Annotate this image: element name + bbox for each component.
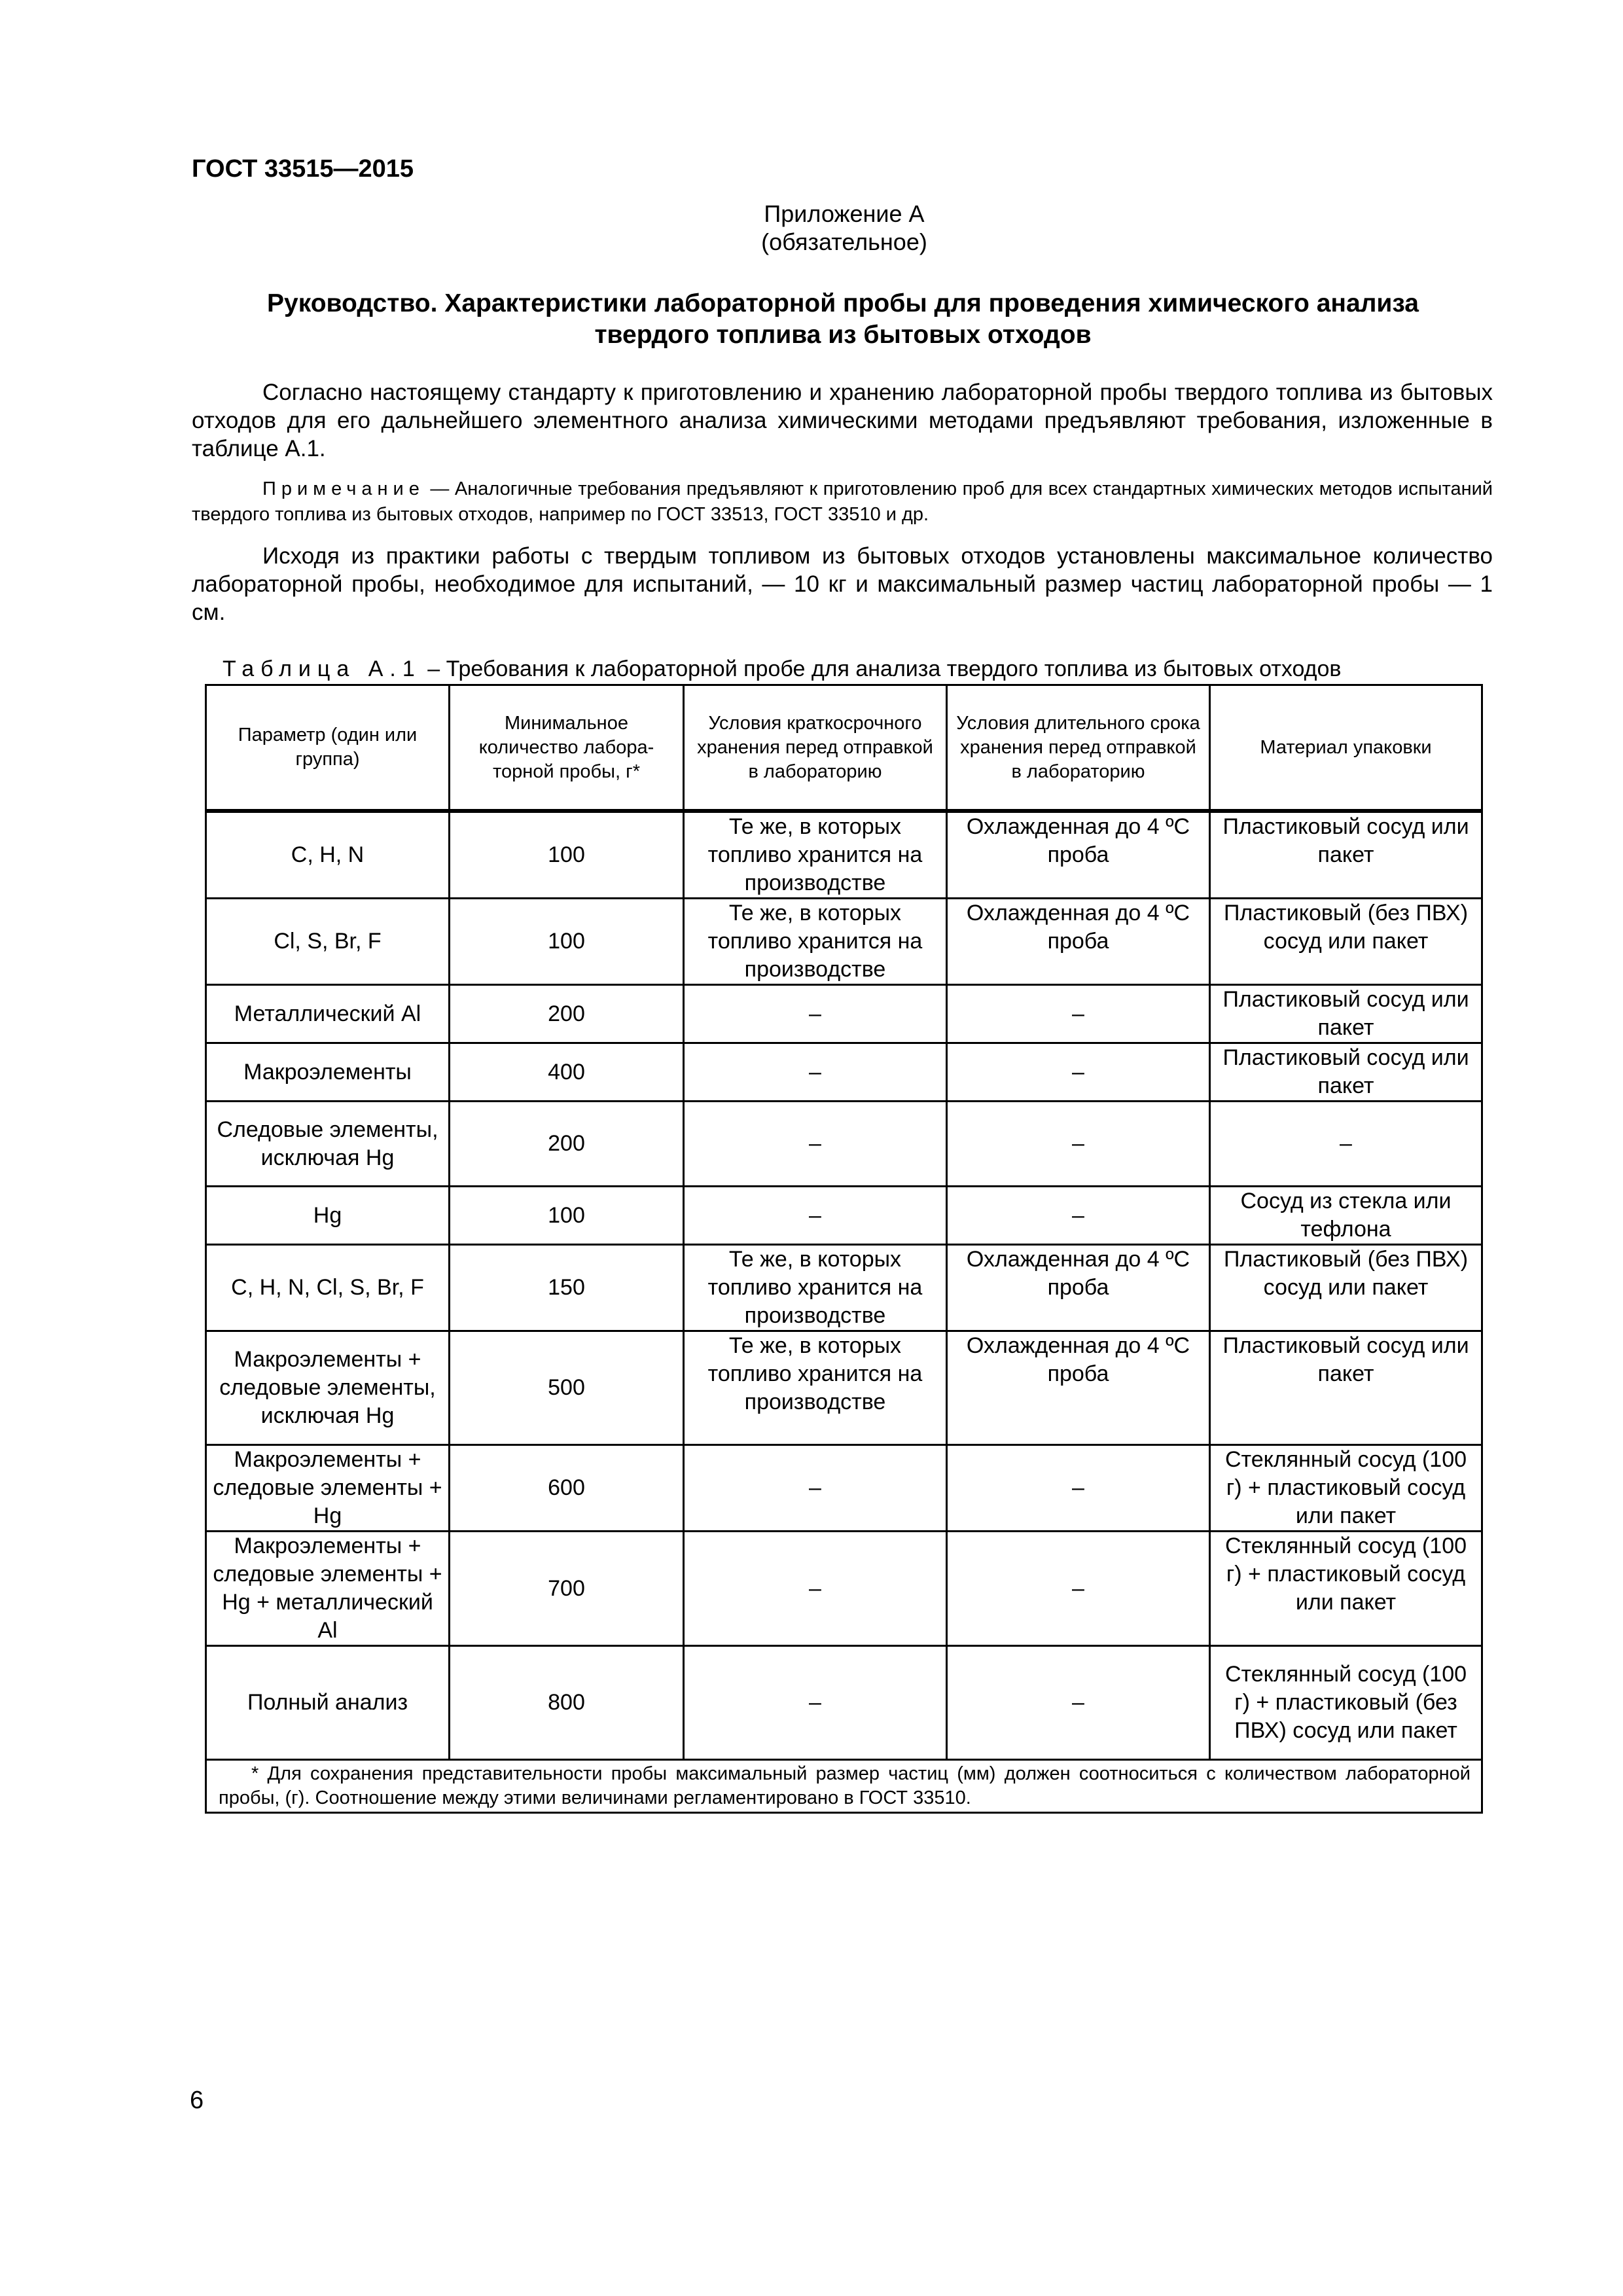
cell-packaging: Пластиковый сосуд или пакет xyxy=(1210,811,1482,899)
cell-long-storage: – xyxy=(947,1043,1210,1102)
table-row xyxy=(206,1187,1482,1245)
cell-parameter: Cl, S, Br, F xyxy=(206,899,450,985)
section-title-line-1: Руководство. Характеристики лабораторной пробы для проведения химического анализа xyxy=(267,289,1419,317)
cell-amount: 200 xyxy=(450,1102,684,1187)
requirements-table xyxy=(205,684,1483,1814)
cell-amount: 100 xyxy=(450,1187,684,1245)
table-caption-label: Таблица А.1 xyxy=(223,656,421,681)
cell-parameter: Макроэлементы xyxy=(206,1043,450,1102)
table-caption xyxy=(223,656,1341,682)
cell-long-storage: Охлажденная до 4 ºС проба xyxy=(947,1331,1210,1445)
cell-short-storage: – xyxy=(684,1532,947,1646)
intro-paragraph: Согласно настоящему стандарту к приготовлению и хранению лабораторной пробы твердого топлива из бытовых отходов для его дальнейшего элементного анализа химическими методами предъявляют требования, изложенные в таблице А.1. xyxy=(192,380,1493,461)
section-title-line-2: твердого топлива из бытовых отходов xyxy=(594,321,1092,349)
table-header-row xyxy=(206,685,1482,812)
cell-short-storage: – xyxy=(684,1646,947,1760)
note-text: — Аналогичные требования предъявляют к приготовлению проб для всех стандартных химических методов испытаний твердого топлива из бытовых отходов, например по ГОСТ 33513, ГОСТ 33510 и др. xyxy=(192,478,1493,525)
cell-parameter: Hg xyxy=(206,1187,450,1245)
cell-short-storage: Те же, в которых топливо хранится на производстве xyxy=(684,811,947,899)
cell-parameter: Макроэлементы + следовые элементы, исключая Hg xyxy=(206,1331,450,1445)
note-label: Примечание xyxy=(262,478,425,499)
header-packaging: Материал упаковки xyxy=(1210,685,1482,812)
table-footnote: * Для сохранения представительности пробы максимальный размер частиц (мм) должен соотноситься с количеством лабораторной пробы, (г). Соотношение между этими величинами регламентировано в ГОСТ 33510. xyxy=(206,1760,1482,1813)
appendix-title: Приложение А xyxy=(764,200,925,227)
header-parameter: Параметр (один или группа) xyxy=(206,685,450,812)
table-row xyxy=(206,1646,1482,1760)
cell-long-storage: – xyxy=(947,985,1210,1043)
table-row xyxy=(206,1331,1482,1445)
table-row xyxy=(206,1245,1482,1331)
cell-amount: 100 xyxy=(450,899,684,985)
cell-long-storage: – xyxy=(947,1646,1210,1760)
cell-long-storage: – xyxy=(947,1532,1210,1646)
table-row xyxy=(206,1043,1482,1102)
cell-short-storage: – xyxy=(684,1445,947,1532)
header-long-storage: Условия длительного срока хранения перед отправкой в лабораторию xyxy=(947,685,1210,812)
table-row xyxy=(206,811,1482,899)
note-paragraph xyxy=(192,476,1493,528)
cell-parameter: C, H, N xyxy=(206,811,450,899)
cell-amount: 150 xyxy=(450,1245,684,1331)
table-row xyxy=(206,899,1482,985)
cell-packaging: – xyxy=(1210,1102,1482,1187)
cell-long-storage: – xyxy=(947,1102,1210,1187)
cell-amount: 500 xyxy=(450,1331,684,1445)
header-short-storage: Условия краткосрочного хранения перед отправкой в лабораторию xyxy=(684,685,947,812)
header-min-amount: Минимальное количество лабора-торной пробы, г* xyxy=(450,685,684,812)
cell-short-storage: – xyxy=(684,985,947,1043)
cell-packaging: Пластиковый (без ПВХ) сосуд или пакет xyxy=(1210,1245,1482,1331)
cell-parameter: Металлический Al xyxy=(206,985,450,1043)
table-footnote-row xyxy=(206,1760,1482,1813)
cell-short-storage: – xyxy=(684,1187,947,1245)
cell-long-storage: Охлажденная до 4 ºС проба xyxy=(947,1245,1210,1331)
cell-amount: 600 xyxy=(450,1445,684,1532)
cell-amount: 100 xyxy=(450,811,684,899)
document-id: ГОСТ 33515—2015 xyxy=(192,155,414,183)
cell-parameter: Полный анализ xyxy=(206,1646,450,1760)
cell-packaging: Пластиковый (без ПВХ) сосуд или пакет xyxy=(1210,899,1482,985)
cell-amount: 800 xyxy=(450,1646,684,1760)
table-caption-text: – Требования к лабораторной пробе для анализа твердого топлива из бытовых отходов xyxy=(421,656,1342,681)
cell-parameter: Макроэлементы + следовые элементы + Hg xyxy=(206,1445,450,1532)
cell-amount: 700 xyxy=(450,1532,684,1646)
practice-paragraph: Исходя из практики работы с твердым топливом из бытовых отходов установлены максимальное количество лабораторной пробы, необходимое для испытаний, — 10 кг и максимальный размер частиц лабораторной пробы — 1 см. xyxy=(192,543,1493,625)
table-row xyxy=(206,1445,1482,1532)
cell-long-storage: Охлажденная до 4 ºС проба xyxy=(947,811,1210,899)
cell-packaging: Стеклянный сосуд (100 г) + пластиковый (без ПВХ) сосуд или пакет xyxy=(1210,1646,1482,1760)
table-row xyxy=(206,1532,1482,1646)
section-title xyxy=(192,288,1494,351)
cell-short-storage: Те же, в которых топливо хранится на производстве xyxy=(684,1331,947,1445)
cell-packaging: Стеклянный сосуд (100 г) + пластиковый сосуд или пакет xyxy=(1210,1532,1482,1646)
cell-parameter: C, H, N, Cl, S, Br, F xyxy=(206,1245,450,1331)
cell-short-storage: Те же, в которых топливо хранится на производстве xyxy=(684,899,947,985)
cell-long-storage: – xyxy=(947,1445,1210,1532)
cell-short-storage: Те же, в которых топливо хранится на производстве xyxy=(684,1245,947,1331)
table-row xyxy=(206,985,1482,1043)
cell-packaging: Пластиковый сосуд или пакет xyxy=(1210,1331,1482,1445)
cell-long-storage: Охлажденная до 4 ºС проба xyxy=(947,899,1210,985)
cell-parameter: Макроэлементы + следовые элементы + Hg + металлический Al xyxy=(206,1532,450,1646)
cell-amount: 200 xyxy=(450,985,684,1043)
page-number: 6 xyxy=(190,2087,204,2114)
cell-packaging: Стеклянный сосуд (100 г) + пластиковый сосуд или пакет xyxy=(1210,1445,1482,1532)
cell-packaging: Пластиковый сосуд или пакет xyxy=(1210,1043,1482,1102)
cell-packaging: Пластиковый сосуд или пакет xyxy=(1210,985,1482,1043)
cell-long-storage: – xyxy=(947,1187,1210,1245)
cell-parameter: Следовые элементы, исключая Hg xyxy=(206,1102,450,1187)
cell-short-storage: – xyxy=(684,1043,947,1102)
cell-packaging: Сосуд из стекла или тефлона xyxy=(1210,1187,1482,1245)
cell-amount: 400 xyxy=(450,1043,684,1102)
table-row xyxy=(206,1102,1482,1187)
appendix-status: (обязательное) xyxy=(761,228,927,255)
cell-short-storage: – xyxy=(684,1102,947,1187)
appendix-heading xyxy=(0,200,1623,256)
